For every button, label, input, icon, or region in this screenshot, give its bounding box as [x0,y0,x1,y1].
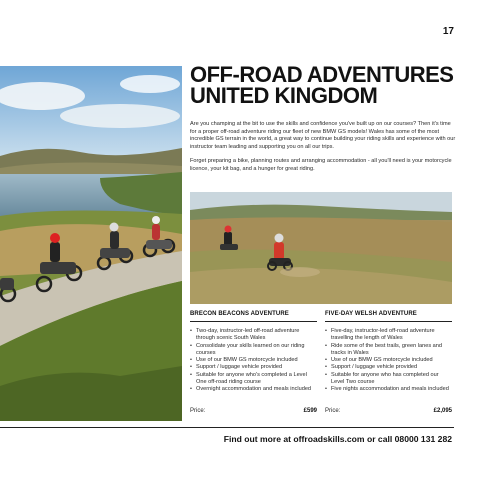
tour-title-divider [190,321,317,322]
list-item: • Consolidate your skills learned on our riding courses [190,343,317,358]
footer-divider [0,427,454,428]
footer-contact: Find out more at offroadskills.com or call 08000 131 282 [223,434,452,444]
title-line-2: UNITED KINGDOM [190,83,378,108]
list-item: • Overnight accommodation and meals included [190,386,317,393]
tour-brecon-beacons [190,311,317,394]
list-item: • Five-day, instructor-led off-road adventure travelling the length of Wales [325,328,452,343]
list-item: • Support / luggage vehicle provided [325,364,452,371]
list-item: • Five nights accommodation and meals included [325,386,452,393]
intro-paragraph-1: Are you champing at the bit to use the skills and confidence you've built up on our courses? Then it's time for a proper off-road adventure riding our fleet of new BMW GS models! Wales has some of the most incredible GS terrain in the world, a great way to continue building your riding skills and experience with our instructor team leading and supporting you on all our trips. [190,121,456,150]
list-item: • Suitable for anyone who's completed a Level One off-road riding course [190,372,317,387]
tour-title: FIVE-DAY WELSH ADVENTURE [325,311,417,317]
list-item: • Suitable for anyone who has completed our Level Two course [325,372,452,387]
price-row-five-day [325,408,452,414]
tour-bullet-list [325,328,452,394]
price-amount: £2,095 [433,408,452,414]
page-title [190,64,460,106]
tour-bullet-list [190,328,317,394]
list-item: • Use of our BMW GS motorcycle included [325,357,452,364]
tour-title-divider [325,321,452,322]
moorland-riders-photo [190,192,452,304]
tour-five-day-welsh [325,311,452,394]
price-label: Price: [190,408,206,414]
list-item: • Support / luggage vehicle provided [190,364,317,371]
title-line-1: OFF-ROAD ADVENTURES [190,62,454,87]
riders-lake-photo [0,66,182,421]
page-number: 17 [442,26,454,37]
intro-paragraph-2: Forget preparing a bike, planning routes and arranging accommodation - all you'll need is your motorcycle licence, your kit bag, and a hunger for great riding. [190,158,452,172]
price-amount: £599 [303,408,317,414]
list-item: • Two-day, instructor-led off-road adventure through scenic South Wales [190,328,317,343]
price-label: Price: [325,408,341,414]
list-item: • Use of our BMW GS motorcycle included [190,357,317,364]
intro-text [190,121,456,174]
list-item: • Ride some of the best trails, green lanes and tracks in Wales [325,343,452,358]
price-row-brecon [190,408,317,414]
tour-title: BRECON BEACONS ADVENTURE [190,311,289,317]
